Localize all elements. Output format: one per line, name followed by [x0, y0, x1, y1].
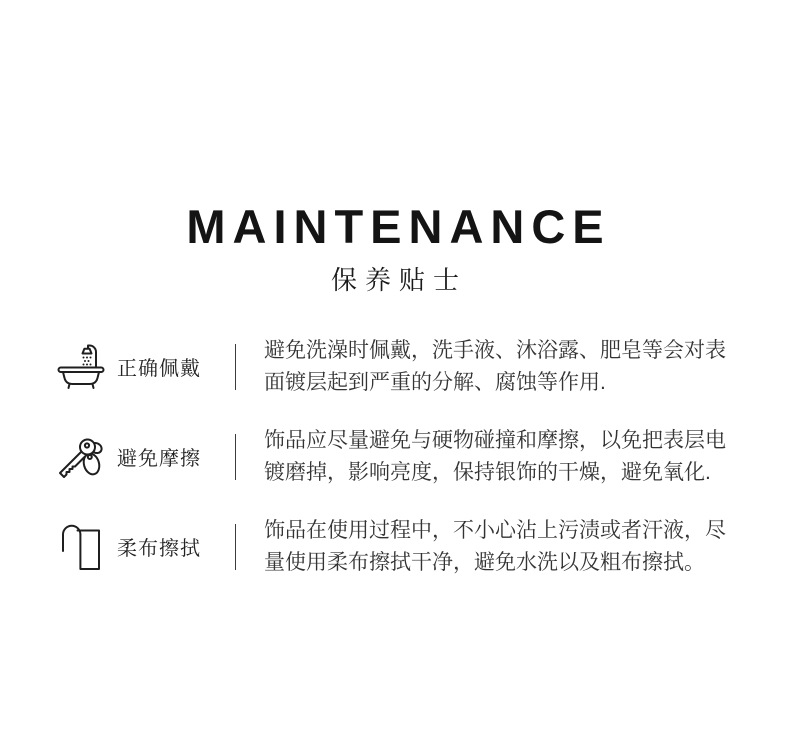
- soft-cloth-icon: [55, 519, 115, 575]
- header: [0, 0, 790, 296]
- tip-text-line: 镀磨掉，影响亮度，保持银饰的干燥，避免氧化.: [264, 460, 711, 484]
- tip-row-correct-wearing: [55, 336, 735, 398]
- tip-text-line: 饰品在使用过程中，不小心沾上污渍或者汗液，尽: [264, 518, 726, 542]
- tip-text: [236, 335, 735, 399]
- tip-text-line: 饰品应尽量避免与硬物碰撞和摩擦，以免把表层电: [264, 428, 726, 452]
- page-subtitle: 保养贴士: [330, 264, 467, 295]
- tip-label: 避免摩擦: [117, 448, 201, 471]
- keys-icon: [55, 429, 115, 485]
- tip-label: 正确佩戴: [117, 358, 201, 381]
- tip-text-line: 量使用柔布擦拭干净，避免水洗以及粗布擦拭。: [264, 550, 705, 574]
- tip-label: 柔布擦拭: [117, 538, 201, 561]
- tip-row-soft-cloth: [55, 516, 735, 578]
- tip-text: [236, 515, 735, 579]
- tips-list: [0, 336, 790, 578]
- bathtub-shower-icon: [55, 339, 115, 395]
- page-title: MAINTENANCE: [186, 200, 611, 253]
- tip-row-avoid-friction: [55, 426, 735, 488]
- tip-text: [236, 425, 735, 489]
- tip-text-line: 面镀层起到严重的分解、腐蚀等作用.: [264, 370, 606, 394]
- tip-text-line: 避免洗澡时佩戴，洗手液、沐浴露、肥皂等会对表: [264, 338, 726, 362]
